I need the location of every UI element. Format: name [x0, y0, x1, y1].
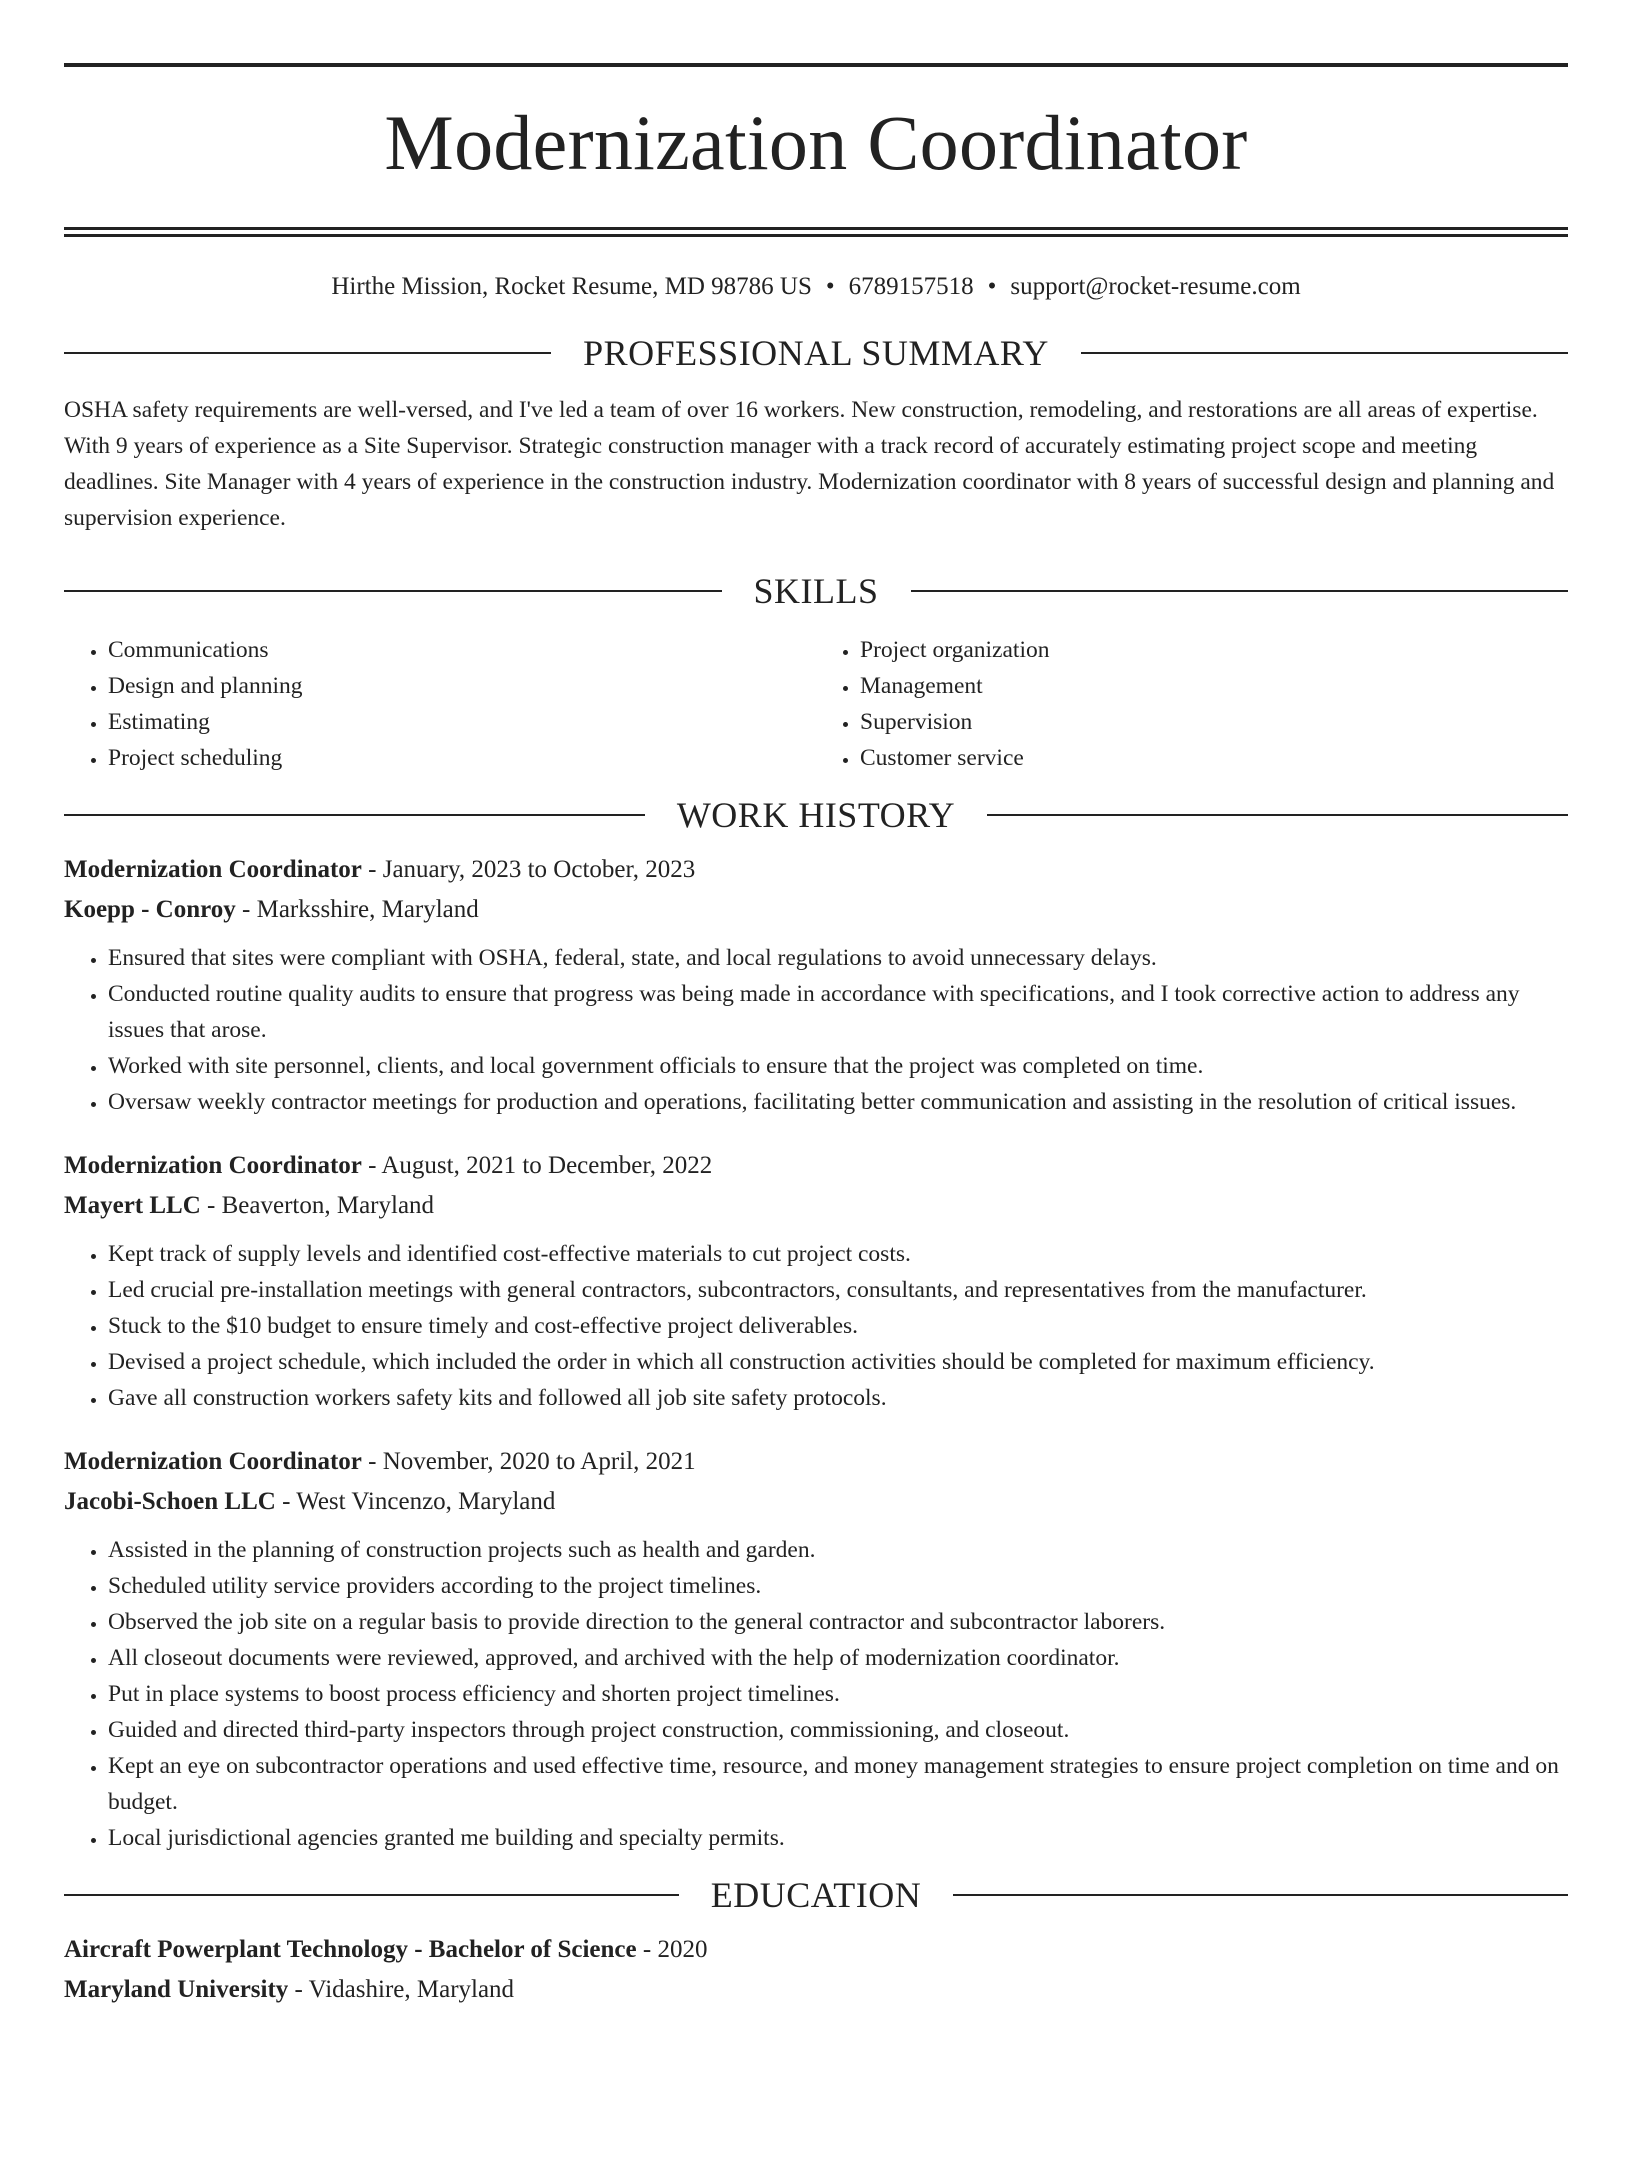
education-school: Maryland University [64, 1976, 289, 2003]
job-dates: January, 2023 to October, 2023 [382, 856, 696, 883]
job-bullet: • Kept track of supply levels and identified cost-effective materials to cut project costs. [108, 1236, 1568, 1272]
job-bullet: • Stuck to the $10 budget to ensure timely and cost-effective project deliverables. [108, 1308, 1568, 1344]
summary-text: OSHA safety requirements are well-versed, and I've led a team of over 16 workers. New construction, remodeling, and restorations are all areas of expertise. With 9 years of experience as a Site Supervisor. Strategic construction manager with a track record of accurately estimating project scope and meeting deadlines. Site Manager with 4 years of experience in the construction industry. Modernization coordinator with 8 years of successful design and planning and supervision experience. [64, 397, 1555, 531]
job-bullet: • Put in place systems to boost process efficiency and shorten project timelines. [108, 1676, 1568, 1712]
job-company-line [64, 1186, 1568, 1226]
job-bullet: • Devised a project schedule, which included the order in which all construction activities should be completed for maximum efficiency. [108, 1344, 1568, 1380]
section-header-summary [64, 332, 1568, 374]
skill-item: • Project scheduling [108, 740, 816, 776]
job-entry [64, 1442, 1568, 1856]
contact-separator: • [987, 273, 997, 300]
education-location: Vidashire, Maryland [308, 1976, 515, 2003]
job-bullet: • Local jurisdictional agencies granted me building and specialty permits. [108, 1820, 1568, 1856]
section-rule [64, 590, 722, 592]
section-header-skills [64, 570, 1568, 612]
job-bullet: • Gave all construction workers safety kits and followed all job site safety protocols. [108, 1380, 1568, 1416]
dash: - [636, 1936, 658, 1963]
skill-item: • Design and planning [108, 668, 816, 704]
skill-item: • Supervision [860, 704, 1568, 740]
contact-email[interactable]: support@rocket-resume.com [1010, 273, 1301, 300]
contact-address: Hirthe Mission, Rocket Resume, MD 98786 US [331, 273, 812, 300]
job-title-line [64, 1442, 1568, 1482]
job-title-line [64, 1146, 1568, 1186]
skill-item: • Customer service [860, 740, 1568, 776]
dash: - [235, 896, 257, 923]
section-header-work [64, 794, 1568, 836]
skill-item: • Management [860, 668, 1568, 704]
section-rule [64, 1894, 679, 1896]
education-degree: Aircraft Powerplant Technology - Bachelor of Science [64, 1936, 637, 1963]
section-rule [1081, 352, 1568, 354]
job-bullet: • All closeout documents were reviewed, approved, and archived with the help of modernization coordinator. [108, 1640, 1568, 1676]
job-bullet: • Led crucial pre-installation meetings with general contractors, subcontractors, consultants, and representatives from the manufacturer. [108, 1272, 1568, 1308]
education-entry [64, 1930, 1568, 2010]
education-school-line [64, 1970, 1568, 2010]
job-title: Modernization Coordinator [64, 1152, 362, 1179]
dash: - [200, 1192, 222, 1219]
job-bullet: • Scheduled utility service providers according to the project timelines. [108, 1568, 1568, 1604]
dash: - [361, 1152, 382, 1179]
name-double-rule [64, 227, 1568, 237]
job-bullet: • Ensured that sites were compliant with OSHA, federal, state, and local regulations to avoid unnecessary delays. [108, 940, 1568, 976]
resume-name: Modernization Coordinator [384, 99, 1248, 186]
job-bullet: • Assisted in the planning of construction projects such as health and garden. [108, 1532, 1568, 1568]
skills-list [64, 632, 1568, 776]
job-dates: November, 2020 to April, 2021 [382, 1448, 696, 1475]
skill-item: • Project organization [860, 632, 1568, 668]
dash: - [361, 1448, 383, 1475]
dash: - [275, 1488, 297, 1515]
job-location: Beaverton, Maryland [221, 1192, 435, 1219]
top-rule [64, 63, 1568, 67]
job-company: Mayert LLC [64, 1192, 201, 1219]
skills-column-right [816, 632, 1568, 776]
job-location: Marksshire, Maryland [256, 896, 479, 923]
job-bullet: • Kept an eye on subcontractor operations and used effective time, resource, and money management strategies to ensure project completion on time and on budget. [108, 1748, 1568, 1820]
skill-item: • Estimating [108, 704, 816, 740]
section-title: SKILLS [753, 571, 879, 611]
section-rule [64, 352, 551, 354]
dash: - [361, 856, 383, 883]
section-title: EDUCATION [710, 1875, 922, 1915]
contact-phone: 6789157518 [848, 273, 974, 300]
section-title: PROFESSIONAL SUMMARY [583, 333, 1049, 373]
job-company-line [64, 890, 1568, 930]
education-degree-line [64, 1930, 1568, 1970]
job-bullet: • Oversaw weekly contractor meetings for production and operations, facilitating better communication and assisting in the resolution of critical issues. [108, 1084, 1568, 1120]
job-company-line [64, 1482, 1568, 1522]
job-location: West Vincenzo, Maryland [296, 1488, 556, 1515]
job-bullets [64, 1532, 1568, 1856]
job-bullets [64, 940, 1568, 1120]
job-title: Modernization Coordinator [64, 1448, 362, 1475]
job-company: Koepp - Conroy [64, 896, 236, 923]
job-entry [64, 1146, 1568, 1416]
section-title: WORK HISTORY [676, 795, 956, 835]
contact-separator: • [825, 273, 835, 300]
job-entry [64, 850, 1568, 1120]
job-title-line [64, 850, 1568, 890]
section-rule [953, 1894, 1568, 1896]
skills-column-left [64, 632, 816, 776]
dash: - [288, 1976, 309, 2003]
education-year: 2020 [657, 1936, 708, 1963]
resume-page [0, 63, 1632, 2175]
job-bullet: • Guided and directed third-party inspectors through project construction, commissioning, and closeout. [108, 1712, 1568, 1748]
section-header-education [64, 1874, 1568, 1916]
job-bullet: • Observed the job site on a regular basis to provide direction to the general contractor and subcontractor laborers. [108, 1604, 1568, 1640]
section-rule [911, 590, 1569, 592]
job-bullet: • Conducted routine quality audits to ensure that progress was being made in accordance with specifications, and I took corrective action to address any issues that arose. [108, 976, 1568, 1048]
section-rule [64, 814, 645, 816]
skill-item: • Communications [108, 632, 816, 668]
job-bullets [64, 1236, 1568, 1416]
job-dates: August, 2021 to December, 2022 [381, 1152, 713, 1179]
contact-line [64, 269, 1568, 305]
job-bullet: • Worked with site personnel, clients, and local government officials to ensure that the project was completed on time. [108, 1048, 1568, 1084]
job-company: Jacobi-Schoen LLC [64, 1488, 276, 1515]
section-rule [987, 814, 1568, 816]
job-title: Modernization Coordinator [64, 856, 362, 883]
